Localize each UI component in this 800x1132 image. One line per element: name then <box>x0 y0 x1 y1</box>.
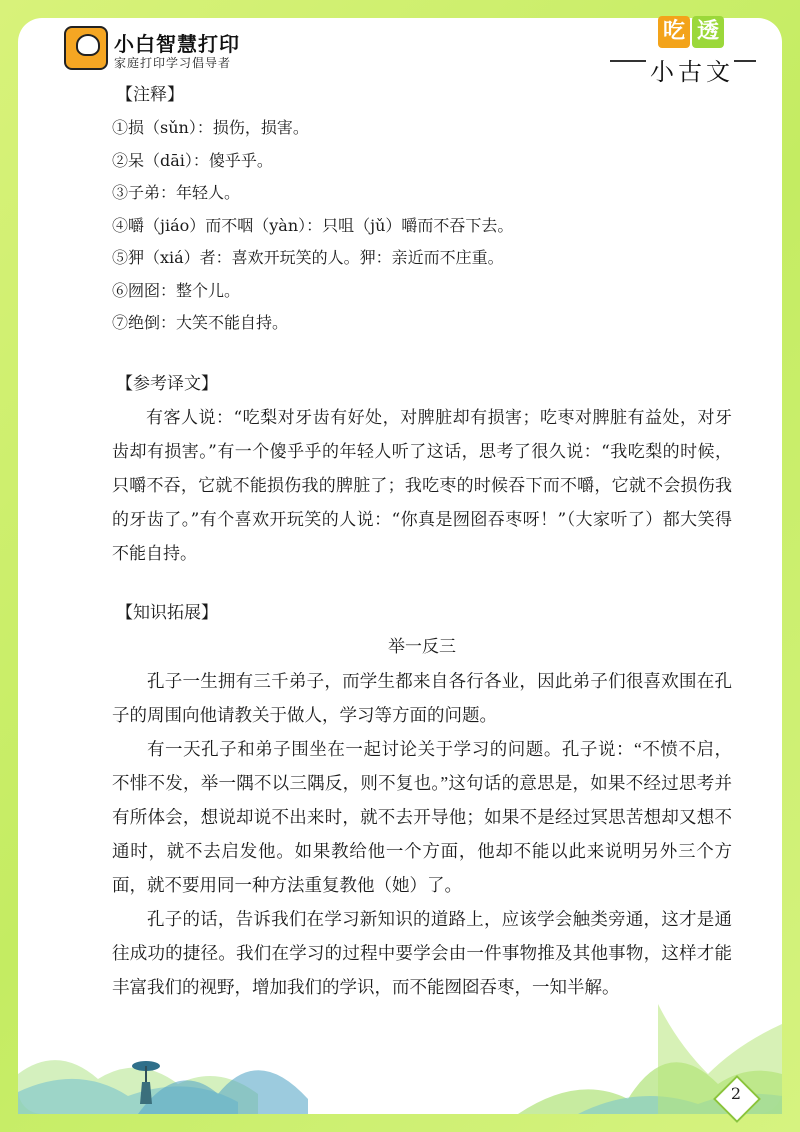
series-logo <box>610 16 760 86</box>
translation-heading: 【参考译文】 <box>116 373 218 394</box>
note-item: ③子弟：年轻人。 <box>112 183 241 202</box>
extension-paragraph: 孔子的话，告诉我们在学习新知识的道路上，应该学会触类旁通，这才是通往成功的捷径。我们在学习的过程中要学会由一件事物推及其他事物，这样才能丰富我们的视野，增加我们的学识，而不能囫囵吞枣，一知半解。 <box>112 908 732 997</box>
extension-heading: 【知识拓展】 <box>116 602 218 623</box>
note-item: ②呆（dāi）：傻乎乎。 <box>112 150 273 170</box>
brand-logo-icon <box>64 26 108 70</box>
series-char-1: 吃 <box>658 16 690 48</box>
series-char-2: 透 <box>692 16 724 48</box>
extension-paragraph: 有一天孔子和弟子围坐在一起讨论关于学习的问题。孔子说：“不愤不启，不悱不发，举一隅不以三隅反，则不复也。”这句话的意思是，如果不经过思考并有所体会，想说却说不出来时，就不去开导他；如果不是经过冥思苦想却又想不通时，就不去启发他。如果教给他一个方面，他却不能以此来说明另外三个方面，就不要用同一种方法重复教他（她）了。 <box>112 738 732 895</box>
main-content <box>112 78 732 1004</box>
note-item: ⑥囫囵：整个儿。 <box>112 280 241 300</box>
brand-slogan: 家庭打印学习倡导者 <box>114 56 232 70</box>
landscape-illustration <box>18 1004 782 1114</box>
note-item: ⑦绝倒：大笑不能自持。 <box>112 313 289 332</box>
series-line-left <box>610 60 646 62</box>
extension-paragraph: 孔子一生拥有三千弟子，而学生都来自各行各业，因此弟子们很喜欢围在孔子的周围向他请教关于做人，学习等方面的问题。 <box>112 670 732 725</box>
brand-name: 小白智慧打印 <box>114 32 240 56</box>
extension-title: 举一反三 <box>388 636 456 657</box>
notes-heading: 【注释】 <box>116 85 184 105</box>
series-line-right <box>734 60 756 62</box>
series-title: 小古文 <box>650 58 734 86</box>
page-number-badge <box>714 1078 758 1116</box>
translation-text: 有客人说：“吃梨对牙齿有好处，对脾脏却有损害；吃枣对脾脏有益处，对牙齿却有损害。”有一个傻乎乎的年轻人听了这话，思考了很久说：“我吃梨的时候，只嚼不吞，它就不能损伤我的脾脏了；我吃枣的时候吞下而不嚼，它就不会损伤我的牙齿了。”有个喜欢开玩笑的人说：“你真是囫囵吞枣呀！”（大家听了）都大笑得不能自持。 <box>112 407 732 564</box>
note-item: ④嚼（jiáo）而不咽（yàn）：只咀（jǔ）嚼而不吞下去。 <box>112 215 514 235</box>
note-item: ①损（sǔn）：损伤，损害。 <box>112 118 309 137</box>
page-number: 2 <box>730 1084 742 1103</box>
note-item: ⑤狎（xiá）者：喜欢开玩笑的人。狎：亲近而不庄重。 <box>112 248 504 267</box>
